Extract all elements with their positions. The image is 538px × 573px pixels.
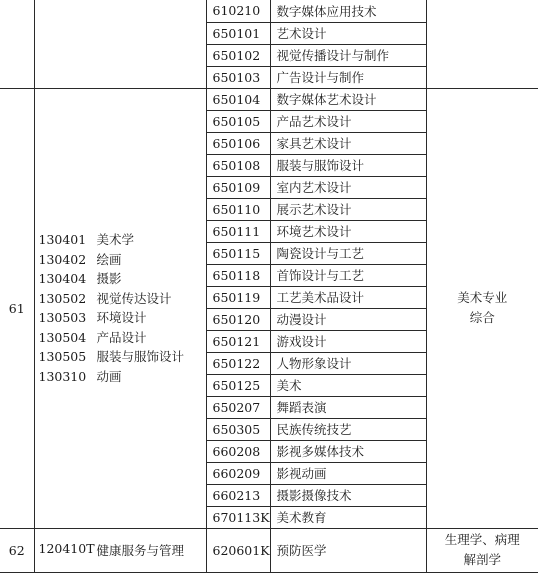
undergrad-code: 130402 [39, 250, 97, 270]
major-name: 艺术设计 [270, 22, 426, 44]
subject-line: 生理学、病理 [427, 530, 538, 550]
undergrad-code: 130505 [39, 347, 97, 367]
major-name: 游戏设计 [270, 330, 426, 352]
undergrad-code: 130503 [39, 308, 97, 328]
major-name: 广告设计与制作 [270, 66, 426, 88]
major-name: 影视多媒体技术 [270, 440, 426, 462]
undergrad-cell [34, 88, 206, 528]
undergrad-name: 美术学 [97, 230, 135, 250]
undergrad-code: 130504 [39, 328, 97, 348]
subject-line: 综合 [427, 308, 538, 328]
major-name: 民族传统技艺 [270, 418, 426, 440]
undergrad-code: 130310 [39, 367, 97, 387]
major-code: 650125 [206, 374, 270, 396]
major-code: 650119 [206, 286, 270, 308]
major-code: 660208 [206, 440, 270, 462]
major-name: 影视动画 [270, 462, 426, 484]
major-code: 650120 [206, 308, 270, 330]
major-name: 摄影摄像技术 [270, 484, 426, 506]
major-code: 650305 [206, 418, 270, 440]
table-row [0, 0, 538, 22]
major-code: 650104 [206, 88, 270, 110]
major-name: 美术教育 [270, 506, 426, 528]
undergrad-name: 绘画 [97, 250, 122, 270]
major-name: 视觉传播设计与制作 [270, 44, 426, 66]
major-code: 670113K [206, 506, 270, 528]
undergrad-list [35, 230, 206, 386]
group-number: 61 [0, 88, 34, 528]
major-name: 工艺美术品设计 [270, 286, 426, 308]
subject-cell [426, 0, 538, 88]
undergrad-name: 动画 [97, 367, 122, 387]
major-name: 数字媒体应用技术 [270, 0, 426, 22]
major-code: 650106 [206, 132, 270, 154]
undergrad-code: 120410T [39, 541, 97, 559]
major-name: 室内艺术设计 [270, 176, 426, 198]
undergrad-item [39, 250, 206, 270]
major-name: 环境艺术设计 [270, 220, 426, 242]
major-code: 650111 [206, 220, 270, 242]
group-no-cell [0, 0, 34, 88]
undergrad-item [39, 289, 206, 309]
major-code: 620601K [206, 528, 270, 572]
undergrad-name: 视觉传达设计 [97, 289, 172, 309]
major-name: 家具艺术设计 [270, 132, 426, 154]
major-code: 650122 [206, 352, 270, 374]
major-code: 650110 [206, 198, 270, 220]
undergrad-item [39, 328, 206, 348]
major-name: 首饰设计与工艺 [270, 264, 426, 286]
major-name: 预防医学 [270, 528, 426, 572]
subject-line: 解剖学 [427, 550, 538, 570]
subject-cell [426, 528, 538, 572]
undergrad-cell [34, 528, 206, 572]
undergrad-cell [34, 0, 206, 88]
undergrad-item [39, 347, 206, 367]
undergrad-item [35, 541, 206, 559]
undergrad-code: 130404 [39, 269, 97, 289]
table-row [0, 88, 538, 110]
undergrad-name: 服装与服饰设计 [97, 347, 185, 367]
major-code: 650103 [206, 66, 270, 88]
undergrad-item [39, 308, 206, 328]
major-code: 650118 [206, 264, 270, 286]
group-number: 62 [0, 528, 34, 572]
subject-line: 美术专业 [427, 288, 538, 308]
undergrad-item [39, 230, 206, 250]
major-name: 舞蹈表演 [270, 396, 426, 418]
major-code: 650108 [206, 154, 270, 176]
major-code: 650101 [206, 22, 270, 44]
major-code: 650121 [206, 330, 270, 352]
undergrad-name: 产品设计 [97, 328, 147, 348]
major-name: 陶瓷设计与工艺 [270, 242, 426, 264]
major-code: 650105 [206, 110, 270, 132]
major-name: 美术 [270, 374, 426, 396]
undergrad-name: 环境设计 [97, 308, 147, 328]
undergrad-code: 130401 [39, 230, 97, 250]
major-code: 650102 [206, 44, 270, 66]
table-row [0, 528, 538, 572]
undergrad-name: 健康服务与管理 [97, 541, 185, 559]
major-code: 650109 [206, 176, 270, 198]
major-name: 展示艺术设计 [270, 198, 426, 220]
subject-cell [426, 88, 538, 528]
major-code: 650115 [206, 242, 270, 264]
major-name: 人物形象设计 [270, 352, 426, 374]
major-code: 610210 [206, 0, 270, 22]
undergrad-item [39, 367, 206, 387]
major-code: 660209 [206, 462, 270, 484]
major-name: 产品艺术设计 [270, 110, 426, 132]
undergrad-name: 摄影 [97, 269, 122, 289]
major-name: 服装与服饰设计 [270, 154, 426, 176]
major-name: 数字媒体艺术设计 [270, 88, 426, 110]
major-name: 动漫设计 [270, 308, 426, 330]
major-code: 660213 [206, 484, 270, 506]
undergrad-item [39, 269, 206, 289]
undergrad-code: 130502 [39, 289, 97, 309]
major-code: 650207 [206, 396, 270, 418]
